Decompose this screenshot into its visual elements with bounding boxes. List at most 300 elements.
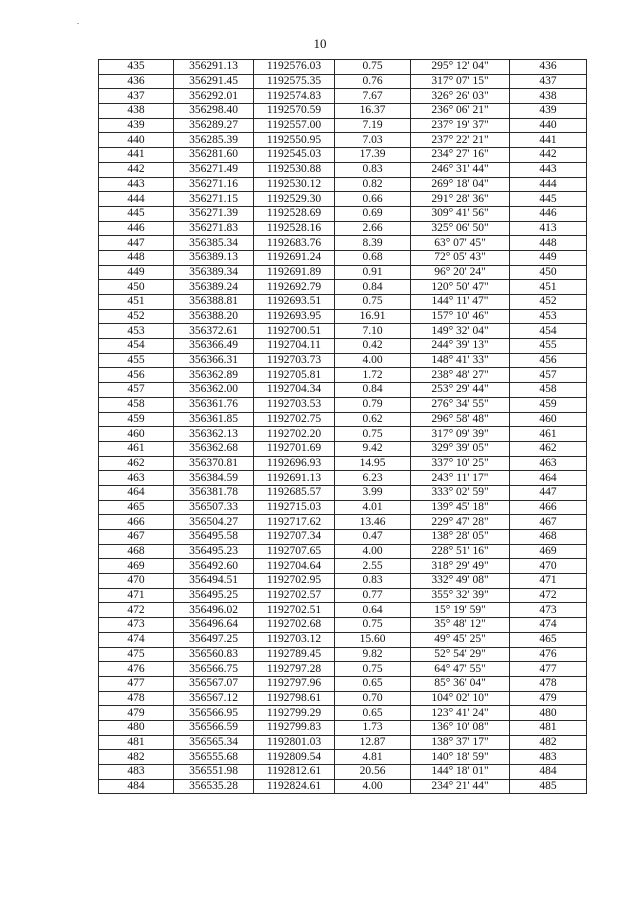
table-row — [99, 735, 587, 750]
table-row — [99, 206, 587, 221]
table-row — [99, 485, 587, 500]
distance-cell: 20.56 — [335, 765, 411, 780]
bearing-cell: 236° 06' 21" — [411, 104, 510, 119]
next-point-cell: 471 — [510, 574, 587, 589]
bearing-cell: 138° 37' 17" — [411, 735, 510, 750]
y-coordinate-cell: 1192528.16 — [254, 221, 335, 236]
table-row — [99, 471, 587, 486]
next-point-cell: 470 — [510, 559, 587, 574]
point-number-cell: 457 — [99, 383, 174, 398]
point-number-cell: 466 — [99, 515, 174, 530]
point-number-cell: 477 — [99, 676, 174, 691]
point-number-cell: 471 — [99, 588, 174, 603]
y-coordinate-cell: 1192701.69 — [254, 441, 335, 456]
point-number-cell: 436 — [99, 74, 174, 89]
point-number-cell: 461 — [99, 441, 174, 456]
table-row — [99, 324, 587, 339]
y-coordinate-cell: 1192809.54 — [254, 750, 335, 765]
bearing-cell: 149° 32' 04" — [411, 324, 510, 339]
distance-cell: 0.75 — [335, 295, 411, 310]
point-number-cell: 472 — [99, 603, 174, 618]
x-coordinate-cell: 356496.64 — [174, 618, 254, 633]
bearing-cell: 317° 07' 15" — [411, 74, 510, 89]
bearing-cell: 49° 45' 25" — [411, 632, 510, 647]
x-coordinate-cell: 356271.15 — [174, 192, 254, 207]
distance-cell: 0.65 — [335, 676, 411, 691]
x-coordinate-cell: 356495.23 — [174, 544, 254, 559]
x-coordinate-cell: 356389.24 — [174, 280, 254, 295]
x-coordinate-cell: 356492.60 — [174, 559, 254, 574]
y-coordinate-cell: 1192705.81 — [254, 368, 335, 383]
x-coordinate-cell: 356362.89 — [174, 368, 254, 383]
bearing-cell: 234° 21' 44" — [411, 779, 510, 794]
next-point-cell: 448 — [510, 236, 587, 251]
bearing-cell: 72° 05' 43" — [411, 250, 510, 265]
y-coordinate-cell: 1192824.61 — [254, 779, 335, 794]
next-point-cell: 413 — [510, 221, 587, 236]
x-coordinate-cell: 356567.12 — [174, 691, 254, 706]
x-coordinate-cell: 356372.61 — [174, 324, 254, 339]
point-number-cell: 467 — [99, 530, 174, 545]
page-number: 10 — [313, 36, 327, 51]
distance-cell: 6.23 — [335, 471, 411, 486]
y-coordinate-cell: 1192691.89 — [254, 265, 335, 280]
y-coordinate-cell: 1192570.59 — [254, 104, 335, 119]
bearing-cell: 85° 36' 04" — [411, 676, 510, 691]
table-row — [99, 750, 587, 765]
y-coordinate-cell: 1192789.45 — [254, 647, 335, 662]
bearing-cell: 237° 19' 37" — [411, 118, 510, 133]
distance-cell: 0.84 — [335, 383, 411, 398]
x-coordinate-cell: 356298.40 — [174, 104, 254, 119]
distance-cell: 17.39 — [335, 148, 411, 163]
table-row — [99, 500, 587, 515]
bearing-cell: 291° 28' 36" — [411, 192, 510, 207]
y-coordinate-cell: 1192704.11 — [254, 339, 335, 354]
y-coordinate-cell: 1192575.35 — [254, 74, 335, 89]
point-number-cell: 445 — [99, 206, 174, 221]
distance-cell: 1.73 — [335, 720, 411, 735]
distance-cell: 7.10 — [335, 324, 411, 339]
bearing-cell: 15° 19' 59" — [411, 603, 510, 618]
x-coordinate-cell: 356496.02 — [174, 603, 254, 618]
point-number-cell: 474 — [99, 632, 174, 647]
y-coordinate-cell: 1192703.12 — [254, 632, 335, 647]
point-number-cell: 479 — [99, 706, 174, 721]
distance-cell: 7.19 — [335, 118, 411, 133]
y-coordinate-cell: 1192691.24 — [254, 250, 335, 265]
x-coordinate-cell: 356566.95 — [174, 706, 254, 721]
y-coordinate-cell: 1192692.79 — [254, 280, 335, 295]
table-row — [99, 221, 587, 236]
table-row — [99, 60, 587, 75]
point-number-cell: 447 — [99, 236, 174, 251]
next-point-cell: 466 — [510, 500, 587, 515]
distance-cell: 0.70 — [335, 691, 411, 706]
distance-cell: 3.99 — [335, 485, 411, 500]
x-coordinate-cell: 356507.33 — [174, 500, 254, 515]
y-coordinate-cell: 1192799.83 — [254, 720, 335, 735]
bearing-cell: 296° 58' 48" — [411, 412, 510, 427]
x-coordinate-cell: 356271.16 — [174, 177, 254, 192]
bearing-cell: 144° 18' 01" — [411, 765, 510, 780]
y-coordinate-cell: 1192683.76 — [254, 236, 335, 251]
bearing-cell: 138° 28' 05" — [411, 530, 510, 545]
table-row — [99, 706, 587, 721]
point-number-cell: 484 — [99, 779, 174, 794]
next-point-cell: 462 — [510, 441, 587, 456]
distance-cell: 8.39 — [335, 236, 411, 251]
table-row — [99, 559, 587, 574]
bearing-cell: 318° 29' 49" — [411, 559, 510, 574]
table-row — [99, 368, 587, 383]
point-number-cell: 450 — [99, 280, 174, 295]
next-point-cell: 438 — [510, 89, 587, 104]
distance-cell: 0.83 — [335, 162, 411, 177]
next-point-cell: 457 — [510, 368, 587, 383]
x-coordinate-cell: 356384.59 — [174, 471, 254, 486]
x-coordinate-cell: 356551.98 — [174, 765, 254, 780]
x-coordinate-cell: 356389.13 — [174, 250, 254, 265]
distance-cell: 14.95 — [335, 456, 411, 471]
next-point-cell: 480 — [510, 706, 587, 721]
point-number-cell: 439 — [99, 118, 174, 133]
bearing-cell: 120° 50' 47" — [411, 280, 510, 295]
distance-cell: 13.46 — [335, 515, 411, 530]
table-row — [99, 148, 587, 163]
bearing-cell: 253° 29' 44" — [411, 383, 510, 398]
next-point-cell: 454 — [510, 324, 587, 339]
next-point-cell: 468 — [510, 530, 587, 545]
table-row — [99, 574, 587, 589]
y-coordinate-cell: 1192702.20 — [254, 427, 335, 442]
table-row — [99, 662, 587, 677]
next-point-cell: 442 — [510, 148, 587, 163]
point-number-cell: 475 — [99, 647, 174, 662]
next-point-cell: 439 — [510, 104, 587, 119]
y-coordinate-cell: 1192801.03 — [254, 735, 335, 750]
next-point-cell: 463 — [510, 456, 587, 471]
x-coordinate-cell: 356495.25 — [174, 588, 254, 603]
x-coordinate-cell: 356494.51 — [174, 574, 254, 589]
bearing-cell: 229° 47' 28" — [411, 515, 510, 530]
x-coordinate-cell: 356289.27 — [174, 118, 254, 133]
distance-cell: 15.60 — [335, 632, 411, 647]
x-coordinate-cell: 356370.81 — [174, 456, 254, 471]
next-point-cell: 460 — [510, 412, 587, 427]
y-coordinate-cell: 1192717.62 — [254, 515, 335, 530]
point-number-cell: 441 — [99, 148, 174, 163]
point-number-cell: 482 — [99, 750, 174, 765]
bearing-cell: 35° 48' 12" — [411, 618, 510, 633]
bearing-cell: 234° 27' 16" — [411, 148, 510, 163]
x-coordinate-cell: 356281.60 — [174, 148, 254, 163]
x-coordinate-cell: 356535.28 — [174, 779, 254, 794]
x-coordinate-cell: 356567.07 — [174, 676, 254, 691]
bearing-cell: 144° 11' 47" — [411, 295, 510, 310]
x-coordinate-cell: 356366.31 — [174, 353, 254, 368]
table-row — [99, 515, 587, 530]
next-point-cell: 469 — [510, 544, 587, 559]
x-coordinate-cell: 356271.49 — [174, 162, 254, 177]
y-coordinate-cell: 1192799.29 — [254, 706, 335, 721]
point-number-cell: 462 — [99, 456, 174, 471]
next-point-cell: 437 — [510, 74, 587, 89]
point-number-cell: 438 — [99, 104, 174, 119]
next-point-cell: 482 — [510, 735, 587, 750]
bearing-cell: 123° 41' 24" — [411, 706, 510, 721]
y-coordinate-cell: 1192528.69 — [254, 206, 335, 221]
table-row — [99, 162, 587, 177]
point-number-cell: 437 — [99, 89, 174, 104]
point-number-cell: 455 — [99, 353, 174, 368]
point-number-cell: 453 — [99, 324, 174, 339]
y-coordinate-cell: 1192576.03 — [254, 60, 335, 75]
x-coordinate-cell: 356362.68 — [174, 441, 254, 456]
point-number-cell: 476 — [99, 662, 174, 677]
table-row — [99, 280, 587, 295]
distance-cell: 0.75 — [335, 662, 411, 677]
x-coordinate-cell: 356388.81 — [174, 295, 254, 310]
distance-cell: 4.00 — [335, 779, 411, 794]
bearing-cell: 244° 39' 13" — [411, 339, 510, 354]
table-row — [99, 632, 587, 647]
point-number-cell: 481 — [99, 735, 174, 750]
x-coordinate-cell: 356271.39 — [174, 206, 254, 221]
x-coordinate-cell: 356495.58 — [174, 530, 254, 545]
point-number-cell: 470 — [99, 574, 174, 589]
point-number-cell: 435 — [99, 60, 174, 75]
bearing-cell: 64° 47' 55" — [411, 662, 510, 677]
bearing-cell: 228° 51' 16" — [411, 544, 510, 559]
x-coordinate-cell: 356389.34 — [174, 265, 254, 280]
point-number-cell: 443 — [99, 177, 174, 192]
table-row — [99, 118, 587, 133]
y-coordinate-cell: 1192797.28 — [254, 662, 335, 677]
next-point-cell: 446 — [510, 206, 587, 221]
distance-cell: 9.82 — [335, 647, 411, 662]
y-coordinate-cell: 1192530.88 — [254, 162, 335, 177]
point-number-cell: 468 — [99, 544, 174, 559]
bearing-cell: 333° 02' 59" — [411, 485, 510, 500]
table-row — [99, 353, 587, 368]
next-point-cell: 465 — [510, 632, 587, 647]
y-coordinate-cell: 1192715.03 — [254, 500, 335, 515]
next-point-cell: 481 — [510, 720, 587, 735]
point-number-cell: 463 — [99, 471, 174, 486]
distance-cell: 0.75 — [335, 60, 411, 75]
distance-cell: 0.62 — [335, 412, 411, 427]
table-row — [99, 339, 587, 354]
x-coordinate-cell: 356566.75 — [174, 662, 254, 677]
table-row — [99, 74, 587, 89]
point-number-cell: 451 — [99, 295, 174, 310]
next-point-cell: 464 — [510, 471, 587, 486]
next-point-cell: 455 — [510, 339, 587, 354]
y-coordinate-cell: 1192696.93 — [254, 456, 335, 471]
bearing-cell: 148° 41' 33" — [411, 353, 510, 368]
y-coordinate-cell: 1192703.73 — [254, 353, 335, 368]
y-coordinate-cell: 1192530.12 — [254, 177, 335, 192]
distance-cell: 0.42 — [335, 339, 411, 354]
distance-cell: 0.66 — [335, 192, 411, 207]
next-point-cell: 436 — [510, 60, 587, 75]
next-point-cell: 472 — [510, 588, 587, 603]
table-row — [99, 691, 587, 706]
coordinates-table — [98, 59, 587, 794]
point-number-cell: 454 — [99, 339, 174, 354]
y-coordinate-cell: 1192702.51 — [254, 603, 335, 618]
distance-cell: 0.64 — [335, 603, 411, 618]
distance-cell: 0.79 — [335, 397, 411, 412]
x-coordinate-cell: 356362.00 — [174, 383, 254, 398]
next-point-cell: 484 — [510, 765, 587, 780]
y-coordinate-cell: 1192529.30 — [254, 192, 335, 207]
y-coordinate-cell: 1192707.65 — [254, 544, 335, 559]
table-row — [99, 236, 587, 251]
x-coordinate-cell: 356381.78 — [174, 485, 254, 500]
point-number-cell: 464 — [99, 485, 174, 500]
x-coordinate-cell: 356566.59 — [174, 720, 254, 735]
table-row — [99, 779, 587, 794]
next-point-cell: 485 — [510, 779, 587, 794]
next-point-cell: 445 — [510, 192, 587, 207]
distance-cell: 0.47 — [335, 530, 411, 545]
y-coordinate-cell: 1192703.53 — [254, 397, 335, 412]
point-number-cell: 465 — [99, 500, 174, 515]
point-number-cell: 473 — [99, 618, 174, 633]
distance-cell: 16.37 — [335, 104, 411, 119]
table-row — [99, 192, 587, 207]
point-number-cell: 448 — [99, 250, 174, 265]
table-row — [99, 309, 587, 324]
y-coordinate-cell: 1192702.57 — [254, 588, 335, 603]
x-coordinate-cell: 356292.01 — [174, 89, 254, 104]
distance-cell: 2.66 — [335, 221, 411, 236]
table-row — [99, 104, 587, 119]
table-row — [99, 177, 587, 192]
table-row — [99, 427, 587, 442]
y-coordinate-cell: 1192704.64 — [254, 559, 335, 574]
bearing-cell: 238° 48' 27" — [411, 368, 510, 383]
table-row — [99, 89, 587, 104]
y-coordinate-cell: 1192574.83 — [254, 89, 335, 104]
point-number-cell: 449 — [99, 265, 174, 280]
distance-cell: 0.77 — [335, 588, 411, 603]
x-coordinate-cell: 356362.13 — [174, 427, 254, 442]
bearing-cell: 104° 02' 10" — [411, 691, 510, 706]
distance-cell: 0.91 — [335, 265, 411, 280]
next-point-cell: 474 — [510, 618, 587, 633]
bearing-cell: 309° 41' 56" — [411, 206, 510, 221]
x-coordinate-cell: 356388.20 — [174, 309, 254, 324]
next-point-cell: 479 — [510, 691, 587, 706]
bearing-cell: 337° 10' 25" — [411, 456, 510, 471]
table-row — [99, 603, 587, 618]
bearing-cell: 63° 07' 45" — [411, 236, 510, 251]
bearing-cell: 276° 34' 55" — [411, 397, 510, 412]
table-row — [99, 383, 587, 398]
table-row — [99, 456, 587, 471]
distance-cell: 0.75 — [335, 427, 411, 442]
bearing-cell: 136° 10' 08" — [411, 720, 510, 735]
x-coordinate-cell: 356385.34 — [174, 236, 254, 251]
x-coordinate-cell: 356560.83 — [174, 647, 254, 662]
bearing-cell: 52° 54' 29" — [411, 647, 510, 662]
distance-cell: 4.00 — [335, 544, 411, 559]
distance-cell: 0.84 — [335, 280, 411, 295]
next-point-cell: 461 — [510, 427, 587, 442]
distance-cell: 0.82 — [335, 177, 411, 192]
next-point-cell: 441 — [510, 133, 587, 148]
bearing-cell: 295° 12' 04" — [411, 60, 510, 75]
next-point-cell: 483 — [510, 750, 587, 765]
bearing-cell: 139° 45' 18" — [411, 500, 510, 515]
bearing-cell: 237° 22' 21" — [411, 133, 510, 148]
next-point-cell: 478 — [510, 676, 587, 691]
table-row — [99, 647, 587, 662]
x-coordinate-cell: 356366.49 — [174, 339, 254, 354]
table-row — [99, 295, 587, 310]
y-coordinate-cell: 1192557.00 — [254, 118, 335, 133]
next-point-cell: 453 — [510, 309, 587, 324]
bearing-cell: 317° 09' 39" — [411, 427, 510, 442]
y-coordinate-cell: 1192693.95 — [254, 309, 335, 324]
distance-cell: 0.75 — [335, 618, 411, 633]
next-point-cell: 467 — [510, 515, 587, 530]
next-point-cell: 473 — [510, 603, 587, 618]
next-point-cell: 449 — [510, 250, 587, 265]
bearing-cell: 332° 49' 08" — [411, 574, 510, 589]
next-point-cell: 458 — [510, 383, 587, 398]
distance-cell: 7.67 — [335, 89, 411, 104]
x-coordinate-cell: 356504.27 — [174, 515, 254, 530]
point-number-cell: 480 — [99, 720, 174, 735]
bearing-cell: 329° 39' 05" — [411, 441, 510, 456]
distance-cell: 0.83 — [335, 574, 411, 589]
bearing-cell: 355° 32' 39" — [411, 588, 510, 603]
next-point-cell: 444 — [510, 177, 587, 192]
distance-cell: 4.81 — [335, 750, 411, 765]
distance-cell: 0.65 — [335, 706, 411, 721]
next-point-cell: 476 — [510, 647, 587, 662]
x-coordinate-cell: 356291.45 — [174, 74, 254, 89]
distance-cell: 16.91 — [335, 309, 411, 324]
point-number-cell: 452 — [99, 309, 174, 324]
y-coordinate-cell: 1192691.13 — [254, 471, 335, 486]
x-coordinate-cell: 356271.83 — [174, 221, 254, 236]
distance-cell: 4.01 — [335, 500, 411, 515]
distance-cell: 1.72 — [335, 368, 411, 383]
distance-cell: 9.42 — [335, 441, 411, 456]
y-coordinate-cell: 1192707.34 — [254, 530, 335, 545]
y-coordinate-cell: 1192702.75 — [254, 412, 335, 427]
x-coordinate-cell: 356285.39 — [174, 133, 254, 148]
table-row — [99, 544, 587, 559]
table-row — [99, 397, 587, 412]
point-number-cell: 458 — [99, 397, 174, 412]
x-coordinate-cell: 356497.25 — [174, 632, 254, 647]
distance-cell: 0.76 — [335, 74, 411, 89]
next-point-cell: 456 — [510, 353, 587, 368]
table-row — [99, 412, 587, 427]
x-coordinate-cell: 356565.34 — [174, 735, 254, 750]
y-coordinate-cell: 1192693.51 — [254, 295, 335, 310]
table-row — [99, 133, 587, 148]
point-number-cell: 440 — [99, 133, 174, 148]
table-row — [99, 530, 587, 545]
y-coordinate-cell: 1192797.96 — [254, 676, 335, 691]
